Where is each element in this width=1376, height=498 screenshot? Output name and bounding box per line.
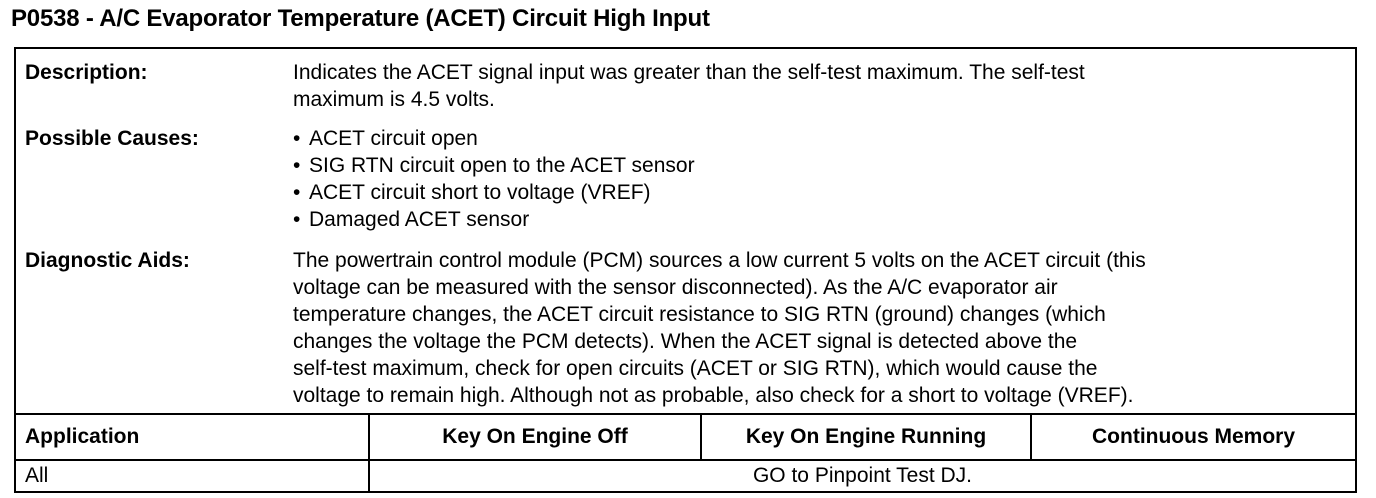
diagnostic-aids-line: voltage can be measured with the sensor disconnected). As the A/C evaporator air <box>293 276 1058 299</box>
description-label: Description: <box>25 61 148 84</box>
column-header-key-on-engine-off: Key On Engine Off <box>442 425 628 448</box>
cause-item: • SIG RTN circuit open to the ACET sensor <box>293 152 695 179</box>
description-line: Indicates the ACET signal input was greater than the self-test maximum. The self-test <box>293 61 1085 84</box>
description-line: maximum is 4.5 volts. <box>293 88 495 111</box>
diagnostic-aids-label: Diagnostic Aids: <box>25 249 190 272</box>
column-header-key-on-engine-running: Key On Engine Running <box>745 425 987 448</box>
description-text <box>293 59 1085 113</box>
column-header-continuous-memory: Continuous Memory <box>1092 425 1295 448</box>
pinpoint-test-action: GO to Pinpoint Test DJ. <box>752 464 973 487</box>
diagnostic-aids-line: temperature changes, the ACET circuit resistance to SIG RTN (ground) changes (which <box>293 303 1106 326</box>
column-header-application: Application <box>25 425 140 448</box>
diagnostic-aids-text <box>293 247 1146 409</box>
diagnostic-aids-line: changes the voltage the PCM detects). When the ACET signal is detected above the <box>293 330 1078 353</box>
diagnostic-aids-line: The powertrain control module (PCM) sources a low current 5 volts on the ACET circuit (this <box>293 249 1146 272</box>
page-title: P0538 - A/C Evaporator Temperature (ACET) Circuit High Input <box>11 5 710 32</box>
diagnostic-aids-line: self-test maximum, check for open circuits (ACET or SIG RTN), which would cause the <box>293 357 1098 380</box>
cause-item: • ACET circuit short to voltage (VREF) <box>293 179 695 206</box>
cause-item: • Damaged ACET sensor <box>293 206 695 233</box>
possible-causes-list <box>293 125 695 233</box>
dtc-info-table <box>14 47 1357 493</box>
diagnostic-aids-line: voltage to remain high. Although not as probable, also check for a short to voltage (VREF). <box>293 384 1134 407</box>
cause-item: • ACET circuit open <box>293 125 695 152</box>
application-value: All <box>25 464 49 487</box>
possible-causes-label: Possible Causes: <box>25 127 199 150</box>
